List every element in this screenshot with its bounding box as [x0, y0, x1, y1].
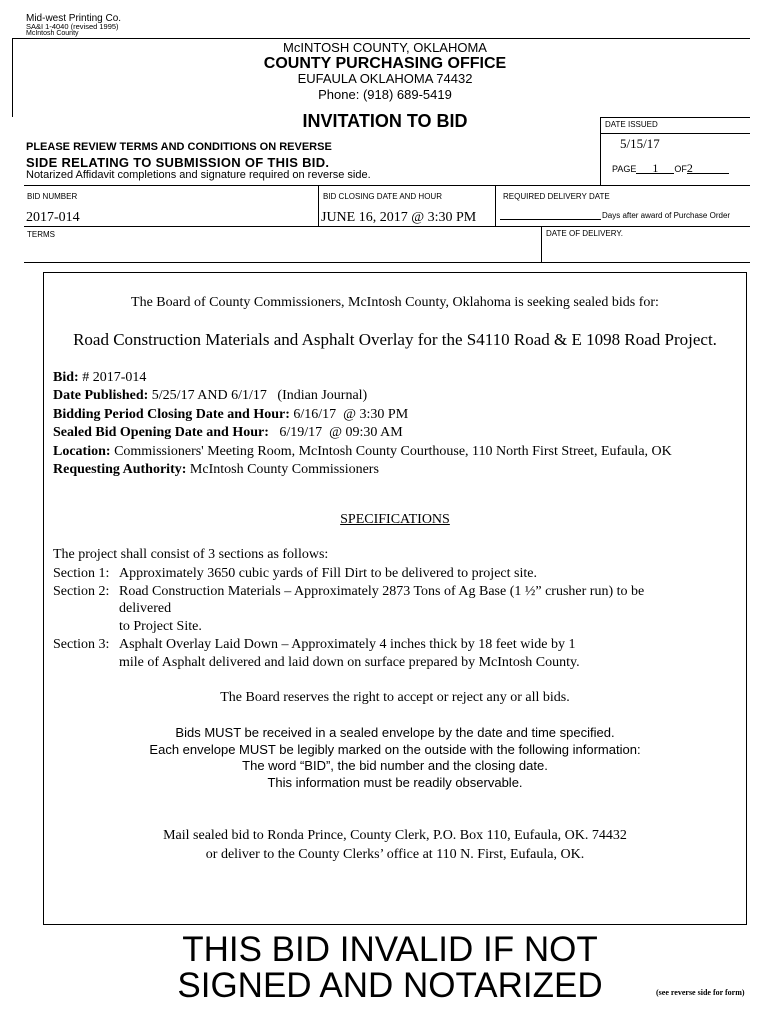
page-label: PAGE: [612, 164, 637, 174]
bid-detail-value: 6/19/17 @ 09:30 AM: [268, 425, 403, 441]
bid-number-label: BID NUMBER: [27, 192, 78, 201]
office-phone: Phone: (918) 689-5419: [318, 87, 452, 102]
bid-detail-row: [53, 369, 743, 387]
date-issued-label: DATE ISSUED: [605, 120, 658, 129]
bid-detail-value: Commissioners' Meeting Room, McIntosh County Courthouse, 110 North First Street, Eufaula, OK: [110, 443, 672, 459]
page-counter: [612, 163, 729, 174]
delivery-days-text: Days after award of Purchase Order: [602, 211, 731, 220]
spec-intro: The project shall consist of 3 sections as follows:: [53, 547, 329, 562]
date-issued-value: 5/15/17: [620, 136, 660, 151]
mail-instructions: [43, 826, 747, 864]
date-box-left: [600, 117, 601, 185]
date-issued-rule: [600, 133, 750, 134]
spec-sections: [53, 565, 743, 671]
spec-section-line: [53, 600, 743, 618]
date-box-top: [600, 117, 750, 118]
header-box-top: [12, 38, 750, 39]
envelope-line: This information must be readily observable.: [267, 775, 523, 791]
closing-value: JUNE 16, 2017 @ 3:30 PM: [321, 210, 477, 225]
project-title: Road Construction Materials and Asphalt Overlay for the S4110 Road & E 1098 Road Project.: [73, 330, 717, 349]
spec-section-line: [53, 565, 743, 583]
county-stamp: McIntosh County: [26, 30, 79, 37]
bid-detail-row: [53, 387, 743, 405]
spec-section-text: Road Construction Materials – Approximately 2873 Tons of Ag Base (1 ½” crusher run) to be: [119, 583, 645, 599]
spec-section-line: [53, 654, 743, 672]
bid-detail-label: Bidding Period Closing Date and Hour:: [53, 406, 290, 422]
spec-section-text: mile of Asphalt delivered and laid down on surface prepared by McIntosh County.: [119, 654, 580, 670]
page-title: INVITATION TO BID: [302, 111, 468, 131]
spec-section-label: Section 2:: [53, 583, 110, 599]
envelope-instructions: [43, 725, 747, 792]
envelope-line: Each envelope MUST be legibly marked on the outside with the following information:: [149, 741, 641, 757]
bid-details: [53, 369, 743, 479]
page-current: 1: [636, 163, 674, 174]
printer-name: Mid-west Printing Co.: [26, 13, 122, 24]
terms-divider: [541, 226, 542, 263]
date-of-delivery-label: DATE OF DELIVERY.: [546, 229, 623, 238]
bid-detail-label: Date Published:: [53, 388, 149, 404]
invalid-warning-line-1: THIS BID INVALID IF NOT: [182, 930, 598, 969]
bid-detail-label: Bid:: [53, 370, 79, 385]
fields-divider-1: [318, 185, 319, 226]
spec-section-text: to Project Site.: [119, 619, 202, 635]
closing-label: BID CLOSING DATE AND HOUR: [323, 192, 442, 201]
county-name: McINTOSH COUNTY, OKLAHOMA: [283, 40, 487, 55]
delivery-days-blank: [500, 219, 601, 220]
bid-detail-value: 6/16/17 @ 3:30 PM: [289, 406, 409, 422]
page-of-label: OF: [674, 164, 687, 174]
page-total: 2: [687, 163, 729, 174]
notice-line-2: SIDE RELATING TO SUBMISSION OF THIS BID.: [26, 155, 330, 170]
office-name: COUNTY PURCHASING OFFICE: [263, 55, 507, 72]
fields-mid-rule: [24, 226, 750, 227]
bid-number-value: 2017-014: [26, 210, 80, 225]
fields-bottom-rule: [24, 262, 750, 263]
form-code: SA&I 1-4040 (revised 1995): [26, 22, 119, 31]
spec-section-text: Approximately 3650 cubic yards of Fill Dirt to be delivered to project site.: [119, 566, 537, 581]
bid-detail-label: Sealed Bid Opening Date and Hour:: [53, 425, 269, 441]
bid-detail-row: [53, 461, 743, 479]
bid-detail-label: Requesting Authority:: [53, 462, 187, 478]
see-reverse-note: (see reverse side for form): [656, 988, 745, 997]
spec-section-line: [53, 618, 743, 636]
bid-detail-value: 5/25/17 AND 6/1/17 (Indian Journal): [148, 388, 368, 404]
terms-label: TERMS: [27, 230, 55, 239]
spec-section-label: Section 1:: [53, 566, 110, 581]
bid-intro: The Board of County Commissioners, McIntosh County, Oklahoma is seeking sealed bids for:: [131, 295, 659, 310]
spec-section-line: [53, 583, 743, 601]
specifications-heading: SPECIFICATIONS: [340, 512, 450, 527]
bid-detail-row: [53, 443, 743, 461]
fields-divider-2: [495, 185, 496, 226]
delivery-label: REQUIRED DELIVERY DATE: [503, 192, 610, 201]
spec-section-line: [53, 636, 743, 654]
invalid-warning-line-2: SIGNED AND NOTARIZED: [177, 966, 603, 1005]
notice-line-3: Notarized Affidavit completions and signature required on reverse side.: [26, 169, 371, 181]
office-city: EUFAULA OKLAHOMA 74432: [297, 71, 473, 86]
fields-top-rule: [24, 185, 750, 186]
bid-detail-row: [53, 406, 743, 424]
envelope-line: The word “BID”, the bid number and the closing date.: [242, 758, 548, 774]
bid-detail-row: [53, 424, 743, 442]
mail-line: or deliver to the County Clerks’ office at 110 N. First, Eufaula, OK.: [205, 847, 585, 862]
notice-line-1: PLEASE REVIEW TERMS AND CONDITIONS ON REVERSE: [26, 141, 332, 153]
bid-detail-value: McIntosh County Commissioners: [186, 462, 379, 478]
reserve-statement: The Board reserves the right to accept or reject any or all bids.: [220, 690, 570, 705]
envelope-line: Bids MUST be received in a sealed envelope by the date and time specified.: [175, 725, 615, 740]
bid-detail-value: # 2017-014: [78, 370, 147, 385]
spec-section-text: Asphalt Overlay Laid Down – Approximately 4 inches thick by 18 feet wide by 1: [119, 636, 576, 652]
spec-section-label: Section 3:: [53, 636, 110, 652]
mail-line: Mail sealed bid to Ronda Prince, County Clerk, P.O. Box 110, Eufaula, OK. 74432: [163, 828, 627, 843]
spec-section-text: delivered: [119, 601, 172, 617]
bid-detail-label: Location:: [53, 443, 111, 459]
